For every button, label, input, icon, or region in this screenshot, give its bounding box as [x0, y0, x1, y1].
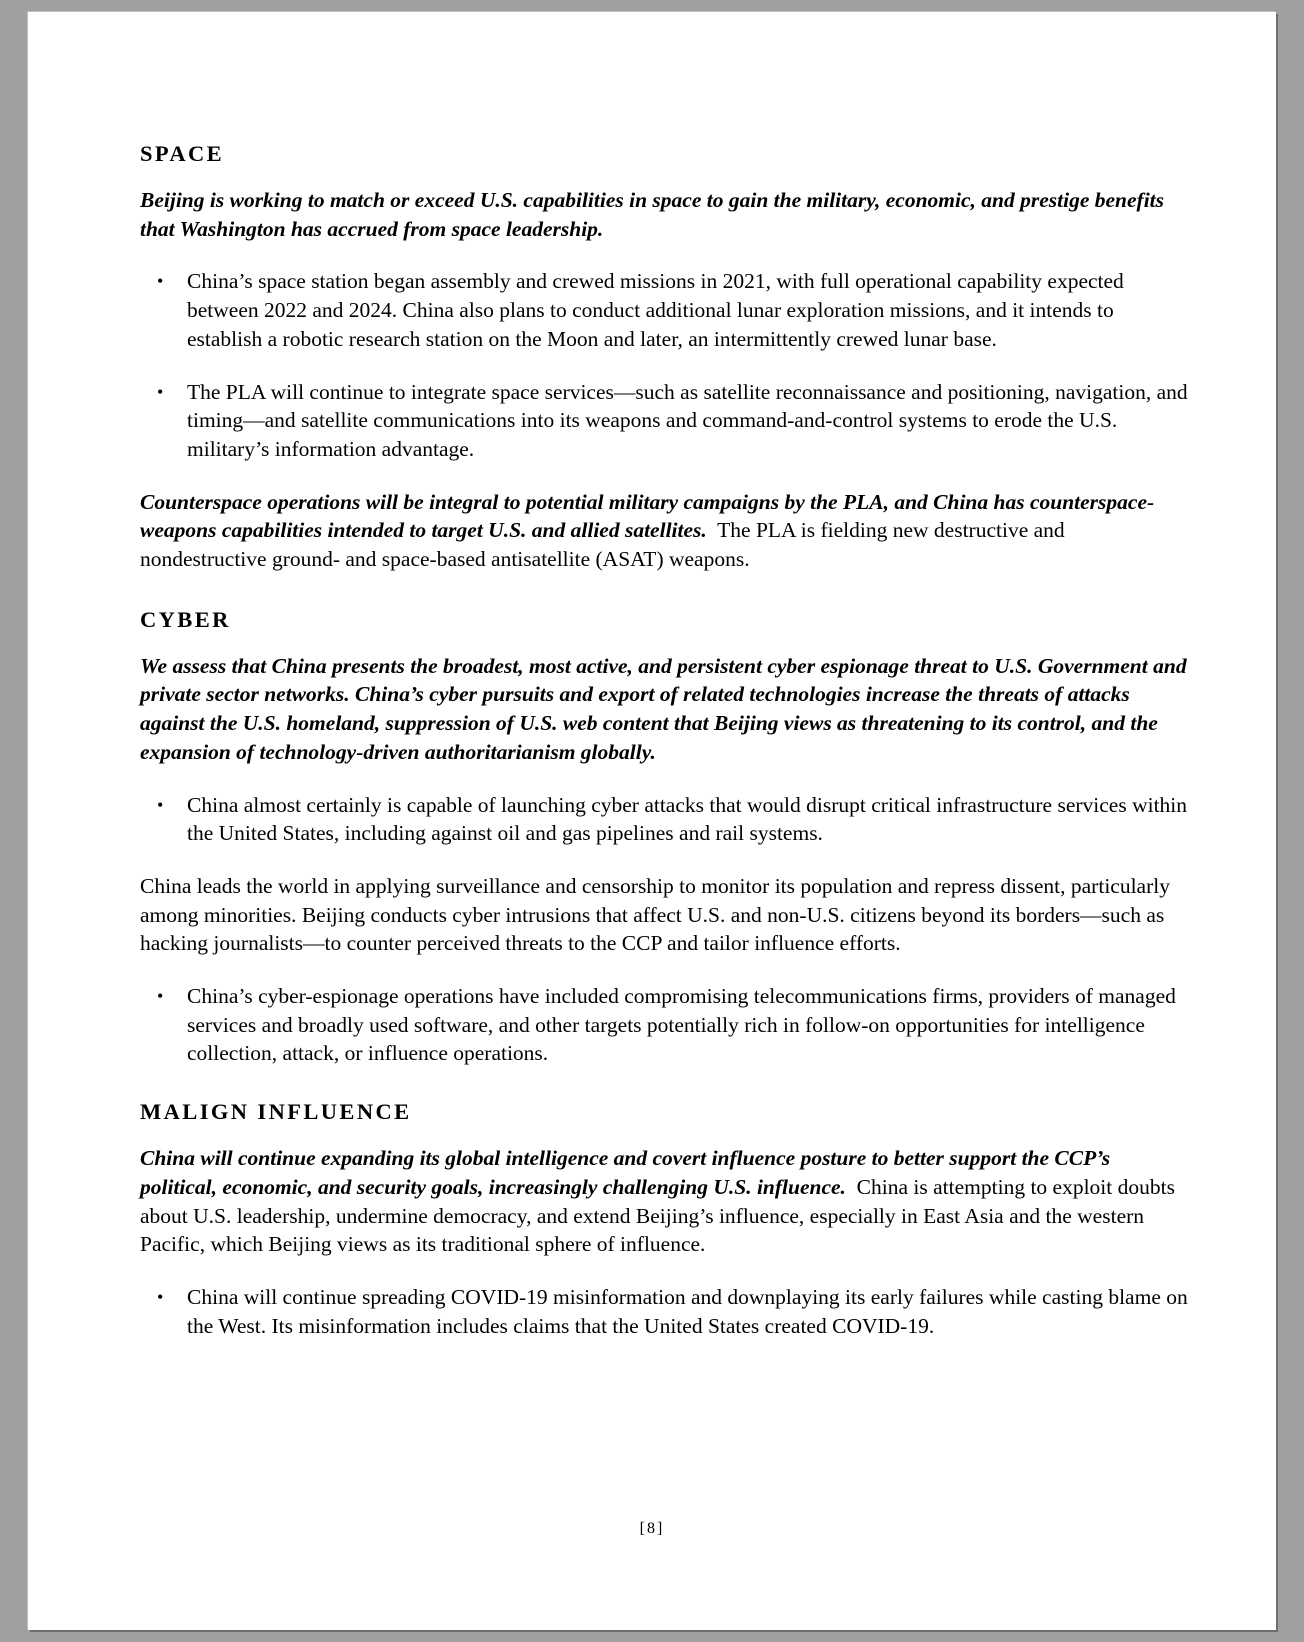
bullet-icon: • — [157, 381, 164, 402]
bullet-icon: • — [157, 1286, 164, 1307]
cyber-surveillance-paragraph: China leads the world in applying surveillance and censorship to monitor its population and repress dissent, particularly among minorities. Beijing conducts cyber intrusions that affect U.S. and non-U.S. citizens beyond its borders—such as hacking journalists—to counter perceived threats to the CCP and tailor influence efforts. — [140, 873, 1170, 956]
malign-influence-bullet-list — [140, 1283, 1190, 1340]
document-page — [28, 12, 1276, 1630]
list-item — [140, 982, 1190, 1068]
counterspace-text: The PLA is fielding new destructive and nondestructive ground- and space-based antisatellite (ASAT) weapons. — [140, 518, 1071, 572]
malign-influence-paragraph — [140, 1144, 1190, 1259]
list-item — [140, 378, 1190, 464]
counterspace-paragraph — [140, 488, 1190, 574]
bullet-icon: • — [157, 986, 164, 1007]
section-heading-malign-influence: MALIGN INFLUENCE — [140, 1099, 412, 1125]
cyber-bullet-list-2 — [140, 982, 1190, 1068]
page-content — [140, 140, 1190, 1364]
counterspace-lead: Counterspace operations will be integral to potential military campaigns by the PLA, and China has counterspace-weapons capabilities intended to target U.S. and allied satellites. — [140, 489, 1155, 543]
list-item — [140, 791, 1190, 848]
space-lead-paragraph: Beijing is working to match or exceed U.S. capabilities in space to gain the military, economic, and prestige benefits that Washington has accrued from space leadership. — [140, 188, 1165, 241]
bullet-icon: • — [157, 271, 164, 292]
list-item-text: China’s cyber-espionage operations have included compromising telecommunications firms, providers of managed services and broadly used software, and other targets potentially rich in follow-on opportunities for intelligence collection, attack, or influence operations. — [187, 984, 1176, 1066]
cyber-bullet-list-1 — [140, 791, 1190, 848]
space-bullet-list — [140, 267, 1190, 463]
list-item — [140, 1283, 1190, 1340]
list-item-text: China will continue spreading COVID-19 misinformation and downplaying its early failures while casting blame on the West. Its misinformation includes claims that the United States created COVID-19. — [187, 1284, 1188, 1338]
list-item-text: China almost certainly is capable of launching cyber attacks that would disrupt critical infrastructure services within the United States, including against oil and gas pipelines and rail systems. — [187, 792, 1188, 846]
page-number: [8] — [639, 1520, 665, 1537]
malign-influence-text: China is attempting to exploit doubts about U.S. leadership, undermine democracy, and extend Beijing’s influence, especially in East Asia and the western Pacific, which Beijing views as its traditional sphere of influence. — [140, 1174, 1181, 1257]
section-heading-cyber: CYBER — [140, 606, 231, 632]
list-item-text: The PLA will continue to integrate space services—such as satellite reconnaissance and positioning, navigation, and timing—and satellite communications into its weapons and command-and-control systems to erode the U.S. military’s information advantage. — [187, 379, 1188, 461]
cyber-lead-paragraph: We assess that China presents the broadest, most active, and persistent cyber espionage threat to U.S. Government and private sector networks. China’s cyber pursuits and export of related technologies increase the threats of attacks against the U.S. homeland, suppression of U.S. web content that Beijing views as threatening to its control, and the expansion of technology-driven authoritarianism globally. — [140, 653, 1187, 764]
malign-influence-lead: China will continue expanding its global intelligence and covert influence posture to better support the CCP’s political, economic, and security goals, increasingly challenging U.S. influence. — [140, 1146, 1111, 1199]
section-heading-space: SPACE — [140, 141, 225, 166]
list-item — [140, 267, 1190, 353]
list-item-text: China’s space station began assembly and crewed missions in 2021, with full operational capability expected between 2022 and 2024. China also plans to conduct additional lunar exploration missions, and it intends to establish a robotic research station on the Moon and later, an intermittently crewed lunar base. — [187, 269, 1124, 351]
bullet-icon: • — [157, 794, 164, 815]
